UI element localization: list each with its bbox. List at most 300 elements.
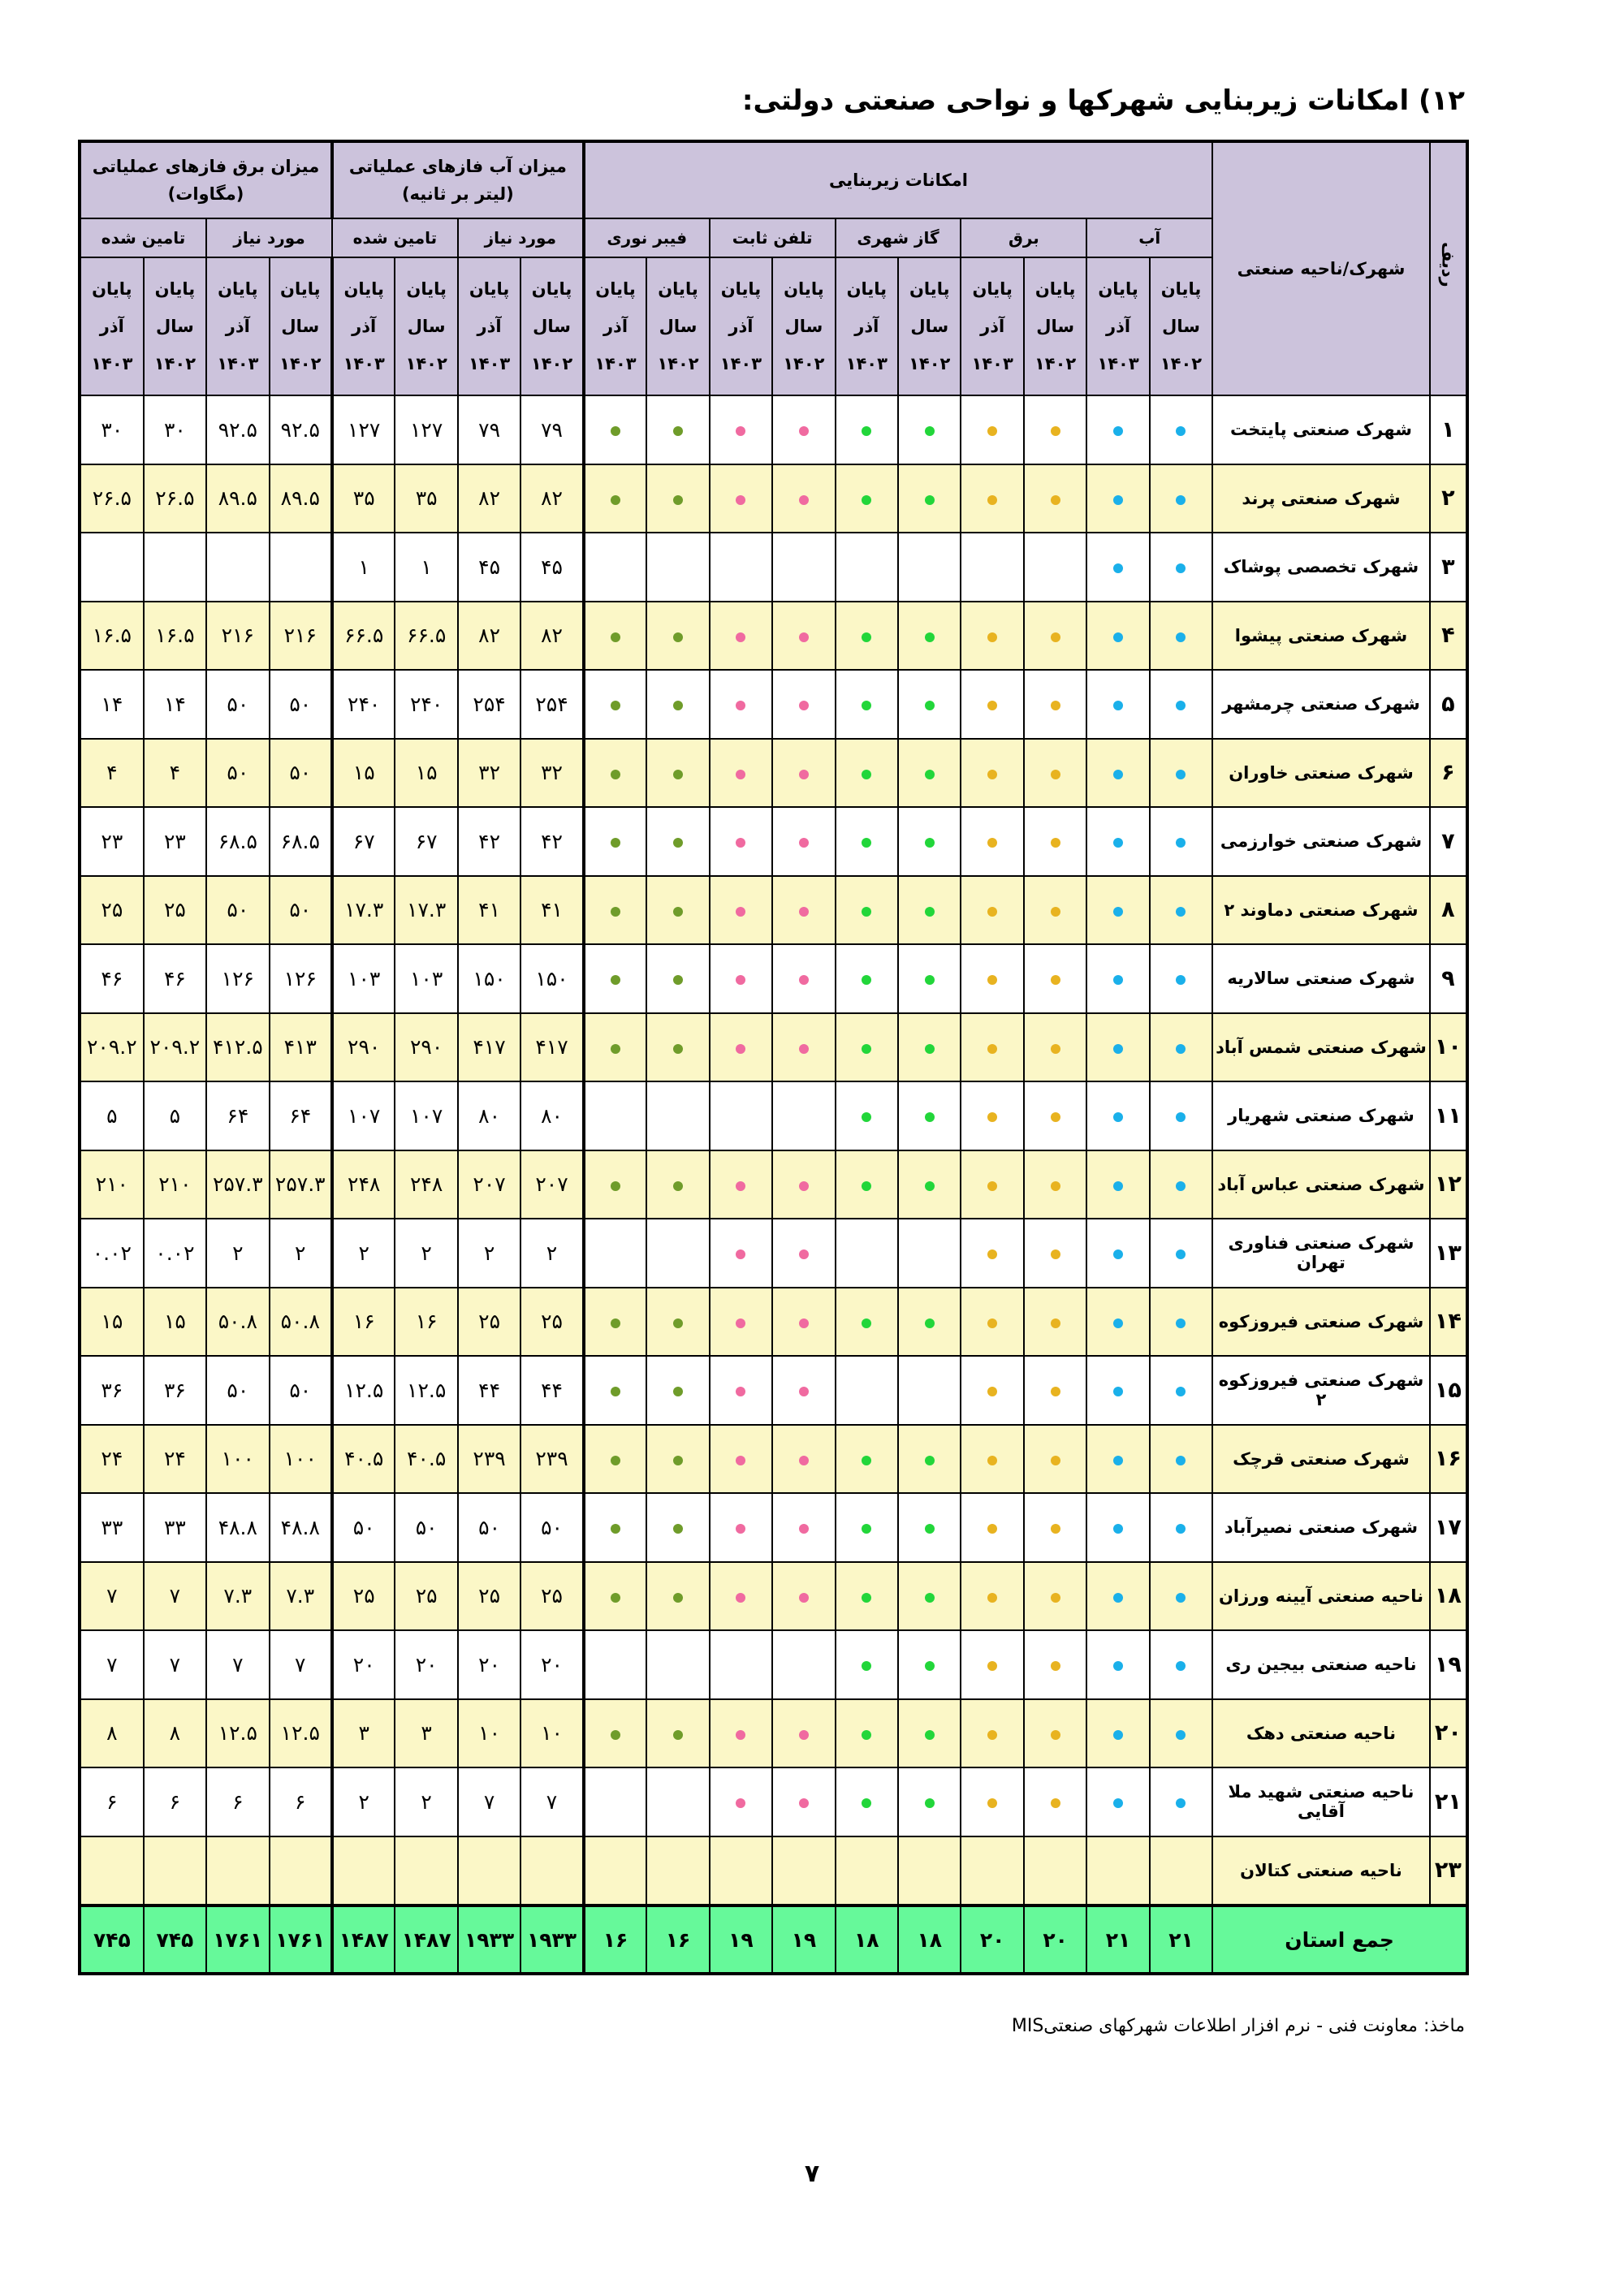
power-dot [1051, 495, 1060, 505]
infra-cell [836, 1013, 898, 1082]
power-value: ۲۱۶ [206, 602, 269, 671]
total-infra-count: ۲۰ [961, 1905, 1023, 1974]
phone-dot [799, 1524, 809, 1534]
power-value: ۲ [270, 1219, 332, 1288]
site-name: شهرک صنعتی پرند [1212, 464, 1430, 533]
infra-cell [1024, 1493, 1086, 1562]
water-value: ۱۵۰ [458, 944, 520, 1013]
site-name: شهرک صنعتی فیروزکوه [1212, 1288, 1430, 1357]
infra-cell [898, 395, 961, 464]
infra-cell [1150, 1630, 1212, 1699]
table-row [80, 1699, 1467, 1768]
infra-cell [646, 670, 709, 739]
water-value: ۱۶ [332, 1288, 395, 1357]
phone-dot [799, 975, 809, 985]
infra-cell [836, 876, 898, 945]
gas-dot [925, 1593, 935, 1603]
table-row [80, 1767, 1467, 1836]
infra-cell [584, 1081, 647, 1150]
power-value: ۷ [80, 1562, 144, 1631]
power-value: ۶۴ [270, 1081, 332, 1150]
water-value: ۲ [520, 1219, 583, 1288]
water-value: ۲ [395, 1767, 457, 1836]
infra-cell [961, 1288, 1023, 1357]
infra-cell [772, 1630, 835, 1699]
row-number: ۸ [1430, 876, 1467, 945]
phone-dot [799, 1318, 809, 1328]
infra-cell [646, 944, 709, 1013]
infra-cell [772, 1081, 835, 1150]
power-value: ۶۸.۵ [270, 807, 332, 876]
power-value: ۳۳ [144, 1493, 206, 1562]
infra-cell [710, 670, 772, 739]
infra-cell [1024, 1013, 1086, 1082]
infra-cell [1024, 395, 1086, 464]
fiber-dot [611, 426, 620, 436]
header-period: پایان سال ۱۴۰۲ [395, 257, 457, 395]
power-dot [1051, 1112, 1060, 1122]
site-name: شهرک صنعتی پایتخت [1212, 395, 1430, 464]
power-value: ۱۵ [144, 1288, 206, 1357]
water-value: ۲۹۰ [332, 1013, 395, 1082]
water-dot [1176, 770, 1186, 779]
site-name: شهرک صنعتی خاوران [1212, 739, 1430, 808]
fiber-dot [611, 1387, 620, 1396]
water-value: ۴۲ [520, 807, 583, 876]
infra-cell [646, 1013, 709, 1082]
infra-cell [836, 739, 898, 808]
power-value: ۵۰ [206, 1356, 269, 1425]
water-value: ۲۰۷ [458, 1150, 520, 1219]
header-power-needed: مورد نیاز [206, 218, 332, 257]
infra-cell [710, 739, 772, 808]
infra-cell [961, 1081, 1023, 1150]
power-dot [987, 701, 997, 710]
infra-cell [836, 533, 898, 602]
row-number: ۲ [1430, 464, 1467, 533]
gas-dot [862, 907, 871, 917]
header-row-no: ردیف [1430, 141, 1467, 395]
gas-dot [925, 1456, 935, 1465]
infra-cell [898, 1836, 961, 1906]
phone-dot [799, 1387, 809, 1396]
power-value: ۵۰ [270, 739, 332, 808]
phone-dot [736, 1044, 745, 1054]
infra-cell [1086, 1013, 1149, 1082]
power-value: ۲۴ [144, 1425, 206, 1494]
power-dot [987, 1798, 997, 1808]
power-value: ۸ [80, 1699, 144, 1768]
gas-dot [925, 838, 935, 848]
power-value: ۳۰ [144, 395, 206, 464]
water-value: ۲ [332, 1219, 395, 1288]
infra-cell [1086, 395, 1149, 464]
infra-cell [1150, 1562, 1212, 1631]
infra-cell [1086, 1562, 1149, 1631]
water-value: ۴۲ [458, 807, 520, 876]
power-value: ۵۰.۸ [206, 1288, 269, 1357]
phone-dot [736, 1181, 745, 1191]
water-dot [1176, 1798, 1186, 1808]
infra-cell [646, 739, 709, 808]
water-value: ۲۴۸ [395, 1150, 457, 1219]
infra-cell [646, 1150, 709, 1219]
infra-cell [772, 1013, 835, 1082]
water-value: ۱۰۷ [395, 1081, 457, 1150]
fiber-dot [673, 1044, 683, 1054]
water-value: ۲ [395, 1219, 457, 1288]
infra-cell [1024, 1081, 1086, 1150]
infra-cell [584, 1288, 647, 1357]
water-dot [1176, 975, 1186, 985]
power-value: ۷ [80, 1630, 144, 1699]
fiber-dot [673, 1730, 683, 1740]
water-dot [1176, 838, 1186, 848]
power-value: ۱۰۰ [206, 1425, 269, 1494]
infra-cell [1024, 944, 1086, 1013]
infra-cell [836, 1699, 898, 1768]
water-value: ۸۲ [458, 602, 520, 671]
power-value: ۲۵۷.۳ [270, 1150, 332, 1219]
power-value: ۶ [206, 1767, 269, 1836]
water-dot [1113, 1112, 1123, 1122]
infra-cell [1024, 670, 1086, 739]
site-name: شهرک صنعتی عباس آباد [1212, 1150, 1430, 1219]
fiber-dot [673, 426, 683, 436]
infra-cell [836, 464, 898, 533]
water-value: ۲۵ [395, 1562, 457, 1631]
phone-dot [736, 838, 745, 848]
water-dot [1176, 1318, 1186, 1328]
water-value: ۱۲۷ [332, 395, 395, 464]
header-period: پایان سال ۱۴۰۲ [898, 257, 961, 395]
gas-dot [862, 1593, 871, 1603]
infra-cell [1086, 1699, 1149, 1768]
row-number: ۲۱ [1430, 1767, 1467, 1836]
site-name: شهرک صنعتی نصیرآباد [1212, 1493, 1430, 1562]
power-dot [1051, 770, 1060, 779]
infra-cell [710, 876, 772, 945]
header-period: پایان سال ۱۴۰۲ [144, 257, 206, 395]
total-infra-count: ۱۶ [584, 1905, 647, 1974]
infra-cell [836, 1081, 898, 1150]
water-value: ۴۱۷ [458, 1013, 520, 1082]
phone-dot [799, 632, 809, 642]
fiber-dot [611, 1593, 620, 1603]
power-value: ۱۲۶ [270, 944, 332, 1013]
fiber-dot [611, 1524, 620, 1534]
gas-dot [862, 495, 871, 505]
fiber-dot [673, 907, 683, 917]
water-value: ۸۲ [458, 464, 520, 533]
water-value: ۲۵۴ [458, 670, 520, 739]
table-row [80, 1288, 1467, 1357]
power-dot [1051, 1387, 1060, 1396]
water-value: ۷ [458, 1767, 520, 1836]
header-period: پایان سال ۱۴۰۲ [270, 257, 332, 395]
infra-cell [1086, 1219, 1149, 1288]
power-value: ۹۲.۵ [270, 395, 332, 464]
table-row [80, 1493, 1467, 1562]
power-dot [987, 1112, 997, 1122]
water-value: ۸۰ [520, 1081, 583, 1150]
infra-cell [1024, 876, 1086, 945]
water-dot [1113, 1387, 1123, 1396]
infra-cell [646, 1836, 709, 1906]
infra-cell [1150, 876, 1212, 945]
infra-cell [1150, 464, 1212, 533]
water-value: ۲ [458, 1219, 520, 1288]
infra-cell [836, 807, 898, 876]
row-number: ۱۷ [1430, 1493, 1467, 1562]
site-name: شهرک صنعتی فناوری تهران [1212, 1219, 1430, 1288]
water-dot [1113, 495, 1123, 505]
gas-dot [925, 1318, 935, 1328]
row-number: ۲۳ [1430, 1836, 1467, 1906]
water-value: ۴۱ [520, 876, 583, 945]
power-dot [987, 975, 997, 985]
power-value: ۶۴ [206, 1081, 269, 1150]
power-dot [1051, 701, 1060, 710]
infra-cell [1150, 807, 1212, 876]
header-period: پایان سال ۱۴۰۲ [646, 257, 709, 395]
power-dot [1051, 1661, 1060, 1671]
infra-cell [772, 670, 835, 739]
gas-dot [862, 975, 871, 985]
header-period: پایان آذر ۱۴۰۳ [206, 257, 269, 395]
gas-dot [862, 632, 871, 642]
table-row [80, 1081, 1467, 1150]
header-water-needed: مورد نیاز [458, 218, 584, 257]
infra-cell [961, 876, 1023, 945]
row-number: ۵ [1430, 670, 1467, 739]
infra-cell [961, 1425, 1023, 1494]
header-period: پایان سال ۱۴۰۲ [520, 257, 583, 395]
site-name: شهرک صنعتی خوارزمی [1212, 807, 1430, 876]
water-value: ۲۰۷ [520, 1150, 583, 1219]
header-period: پایان آذر ۱۴۰۳ [584, 257, 647, 395]
infra-cell [1150, 602, 1212, 671]
power-value: ۵۰ [206, 876, 269, 945]
water-value: ۲۳۹ [520, 1425, 583, 1494]
power-value: ۱۲.۵ [270, 1699, 332, 1768]
infra-cell [898, 1699, 961, 1768]
water-value: ۲۰ [332, 1630, 395, 1699]
table-header [80, 141, 1467, 395]
infra-cell [710, 1356, 772, 1425]
water-value: ۱۰۷ [332, 1081, 395, 1150]
infra-cell [710, 1836, 772, 1906]
phone-dot [736, 632, 745, 642]
infra-cell [1086, 1425, 1149, 1494]
site-name: ناحیه صنعتی بیجین ری [1212, 1630, 1430, 1699]
infra-cell [836, 944, 898, 1013]
infra-cell [710, 1562, 772, 1631]
fiber-dot [673, 975, 683, 985]
water-value: ۶۷ [332, 807, 395, 876]
infra-cell [710, 944, 772, 1013]
water-dot [1113, 1249, 1123, 1259]
infra-cell [961, 807, 1023, 876]
water-dot [1113, 426, 1123, 436]
infra-cell [1150, 1356, 1212, 1425]
infra-cell [1024, 1150, 1086, 1219]
total-infra-count: ۱۸ [836, 1905, 898, 1974]
phone-dot [736, 1387, 745, 1396]
gas-dot [862, 1181, 871, 1191]
water-dot [1113, 632, 1123, 642]
table-row [80, 876, 1467, 945]
water-value: ۲۵ [458, 1288, 520, 1357]
infra-cell [646, 602, 709, 671]
power-value: ۷ [144, 1562, 206, 1631]
infra-cell [584, 533, 647, 602]
header-name: شهرک/ناحیه صنعتی [1212, 141, 1430, 395]
infra-cell [898, 1767, 961, 1836]
power-dot [1051, 1456, 1060, 1465]
total-row [80, 1905, 1467, 1974]
infra-cell [1024, 1425, 1086, 1494]
infra-cell [1086, 1150, 1149, 1219]
power-dot [987, 1249, 997, 1259]
row-number: ۱۸ [1430, 1562, 1467, 1631]
power-value: ۷.۳ [270, 1562, 332, 1631]
infra-cell [646, 1562, 709, 1631]
water-dot [1176, 1524, 1186, 1534]
total-infra-count: ۱۸ [898, 1905, 961, 1974]
gas-dot [925, 1044, 935, 1054]
total-infra-count: ۲۱ [1150, 1905, 1212, 1974]
infra-cell [646, 1081, 709, 1150]
power-dot [987, 1456, 997, 1465]
infrastructure-table [78, 140, 1469, 1975]
infra-cell [1024, 1836, 1086, 1906]
infra-cell [961, 1013, 1023, 1082]
water-dot [1113, 1661, 1123, 1671]
gas-dot [925, 1524, 935, 1534]
fiber-dot [673, 701, 683, 710]
gas-dot [862, 838, 871, 848]
infra-cell [646, 1699, 709, 1768]
infra-cell [584, 670, 647, 739]
infra-cell [898, 1288, 961, 1357]
infra-cell [1024, 1630, 1086, 1699]
power-value: ۴۶ [144, 944, 206, 1013]
infra-cell [1150, 1081, 1212, 1150]
phone-dot [736, 907, 745, 917]
power-value: ۰.۰۲ [144, 1219, 206, 1288]
infra-cell [646, 1767, 709, 1836]
water-value: ۲۰ [520, 1630, 583, 1699]
power-value: ۴ [80, 739, 144, 808]
row-number: ۶ [1430, 739, 1467, 808]
infra-cell [584, 807, 647, 876]
power-value: ۵۰ [270, 876, 332, 945]
header-infra-phone: تلفن ثابت [710, 218, 836, 257]
total-infra-count: ۱۹ [772, 1905, 835, 1974]
infra-cell [584, 944, 647, 1013]
infra-cell [1024, 1562, 1086, 1631]
water-value: ۴۱۷ [520, 1013, 583, 1082]
row-number: ۴ [1430, 602, 1467, 671]
total-power-value: ۱۷۶۱ [206, 1905, 269, 1974]
total-infra-count: ۱۹ [710, 1905, 772, 1974]
power-value: ۷ [206, 1630, 269, 1699]
infra-cell [898, 1425, 961, 1494]
row-number: ۱۳ [1430, 1219, 1467, 1288]
infra-cell [1150, 1150, 1212, 1219]
infra-cell [1086, 876, 1149, 945]
infra-cell [646, 1219, 709, 1288]
site-name: شهرک صنعتی سالاریه [1212, 944, 1430, 1013]
infra-cell [1086, 1493, 1149, 1562]
phone-dot [799, 1730, 809, 1740]
phone-dot [736, 1318, 745, 1328]
infra-cell [772, 1425, 835, 1494]
infra-cell [710, 1219, 772, 1288]
site-name: شهرک تخصصی پوشاک [1212, 533, 1430, 602]
infra-cell [1024, 533, 1086, 602]
power-dot [987, 1387, 997, 1396]
infra-cell [898, 1013, 961, 1082]
site-name: شهرک صنعتی شهریار [1212, 1081, 1430, 1150]
infra-cell [898, 464, 961, 533]
power-value: ۹۲.۵ [206, 395, 269, 464]
water-value: ۱۷.۳ [332, 876, 395, 945]
table-row [80, 1219, 1467, 1288]
water-value: ۲۴۸ [332, 1150, 395, 1219]
total-infra-count: ۱۶ [646, 1905, 709, 1974]
table-body [80, 395, 1467, 1974]
infra-cell [772, 1699, 835, 1768]
infra-cell [836, 670, 898, 739]
total-infra-count: ۲۰ [1024, 1905, 1086, 1974]
infra-cell [1024, 1767, 1086, 1836]
infra-cell [898, 602, 961, 671]
infra-cell [584, 1425, 647, 1494]
water-value: ۵۰ [395, 1493, 457, 1562]
infra-cell [898, 807, 961, 876]
power-value: ۱۶.۵ [80, 602, 144, 671]
phone-dot [736, 1593, 745, 1603]
fiber-dot [673, 838, 683, 848]
infra-cell [1024, 739, 1086, 808]
fiber-dot [673, 1181, 683, 1191]
water-value: ۸۰ [458, 1081, 520, 1150]
infra-cell [1150, 1767, 1212, 1836]
infra-cell [898, 1562, 961, 1631]
infra-cell [898, 739, 961, 808]
header-period: پایان سال ۱۴۰۲ [1150, 257, 1212, 395]
fiber-dot [611, 1456, 620, 1465]
infra-cell [1150, 670, 1212, 739]
infra-cell [836, 1219, 898, 1288]
infra-cell [836, 1356, 898, 1425]
power-dot [987, 426, 997, 436]
header-period: پایان سال ۱۴۰۲ [772, 257, 835, 395]
water-dot [1176, 1387, 1186, 1396]
gas-dot [925, 907, 935, 917]
infra-cell [836, 602, 898, 671]
infra-cell [772, 395, 835, 464]
fiber-dot [611, 1181, 620, 1191]
gas-dot [862, 701, 871, 710]
power-value: ۵۰.۸ [270, 1288, 332, 1357]
phone-dot [736, 770, 745, 779]
fiber-dot [673, 1524, 683, 1534]
infra-cell [1150, 1219, 1212, 1288]
header-infra-fiber: فیبر نوری [584, 218, 710, 257]
